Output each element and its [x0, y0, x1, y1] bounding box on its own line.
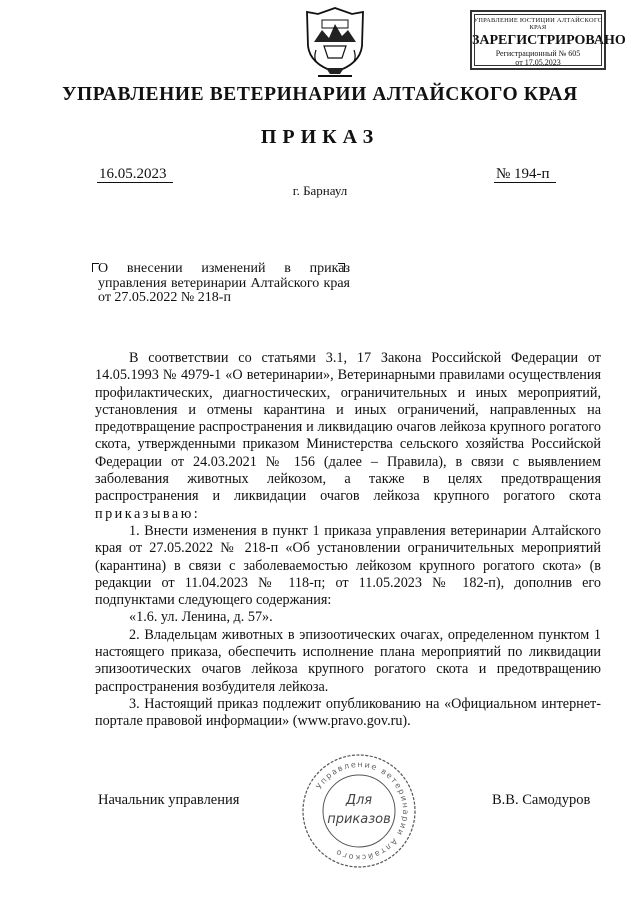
document-city: г. Барнаул: [292, 183, 348, 198]
preamble-paragraph: [95, 350, 601, 523]
coat-of-arms-icon: [302, 6, 368, 80]
round-stamp-line1: Для: [345, 793, 373, 808]
document-type: ПРИКАЗ: [260, 126, 380, 148]
item-3: 3. Настоящий приказ подлежит опубликованию на «Официальном интернет-портале правовой информации» (www.pravo.gov.ru).: [95, 695, 601, 730]
registration-status: ЗАРЕГИСТРИРОВАНО: [472, 33, 626, 48]
document-body: [95, 350, 601, 731]
item-2: 2. Владельцам животных в эпизоотических очагах, определенном пунктом 1 настоящего приказа, обеспечить исполнение плана мероприятий по ликвидации эпизоотических очагов лейкоза крупного рогатого скота и предотвращению распространения возбудителя лейкоза.: [95, 626, 601, 695]
preamble-text: В соответствии со статьями 3.1, 17 Закона Российской Федерации от 14.05.1993 № 4979-1 «О ветеринарии», Ветеринарными правилами осуществления профилактических, диагностических, ограничительных и иных мероприятий, установления и отмены карантина и иных ограничений, направленных на предотвращение распространения и ликвидацию очагов лейкоза крупного рогатого скота, утвержденными приказом Министерства сельского хозяйства Российской Федерации от 24.03.2021 № 156 (далее – Правила), в связи с выявлением заболевания животных лейкозом, а также в целях предотвращения распространения и ликвидации очагов лейкоза крупного рогатого скота: [95, 350, 601, 505]
signatory-position: Начальник управления: [98, 792, 240, 808]
document-number: [494, 166, 556, 183]
round-stamp-ring-text: Управление ветеринарии Алтайского: [314, 759, 411, 863]
document-subject: О внесении изменений в приказ управления ветеринарии Алтайского края от 27.05.2022 № 218-п: [98, 261, 350, 305]
registration-date: от 17.05.2023: [515, 58, 561, 67]
order-word: приказываю:: [95, 505, 201, 522]
document-date-value: 16.05.2023: [97, 166, 173, 183]
registration-number: Регистрационный № 605: [495, 49, 581, 58]
item-1: 1. Внести изменения в пункт 1 приказа управления ветеринарии Алтайского края от 27.05.2022 № 218-п «Об установлении ограничительных мероприятий (карантина) в связи с заболеваемостью лейкозом крупного рогатого скота» (в редакции от 11.04.2023 № 118-п; от 11.05.2023 № 182-п), дополнив его подпунктами следующего содержания:: [95, 522, 601, 609]
registration-authority: УПРАВЛЕНИЕ ЮСТИЦИИ АЛТАЙСКОГО КРАЯ: [473, 17, 603, 31]
signatory-name: В.В. Самодуров: [492, 792, 591, 808]
round-stamp: [300, 752, 418, 870]
round-stamp-line2: приказов: [327, 812, 391, 827]
document-date: [97, 166, 173, 183]
registration-stamp: [470, 10, 626, 70]
document-number-value: № 194-п: [494, 166, 556, 183]
item-1-subitem: «1.6. ул. Ленина, д. 57».: [129, 609, 273, 626]
organization-title: УПРАВЛЕНИЕ ВЕТЕРИНАРИИ АЛТАЙСКОГО КРАЯ: [62, 84, 578, 105]
